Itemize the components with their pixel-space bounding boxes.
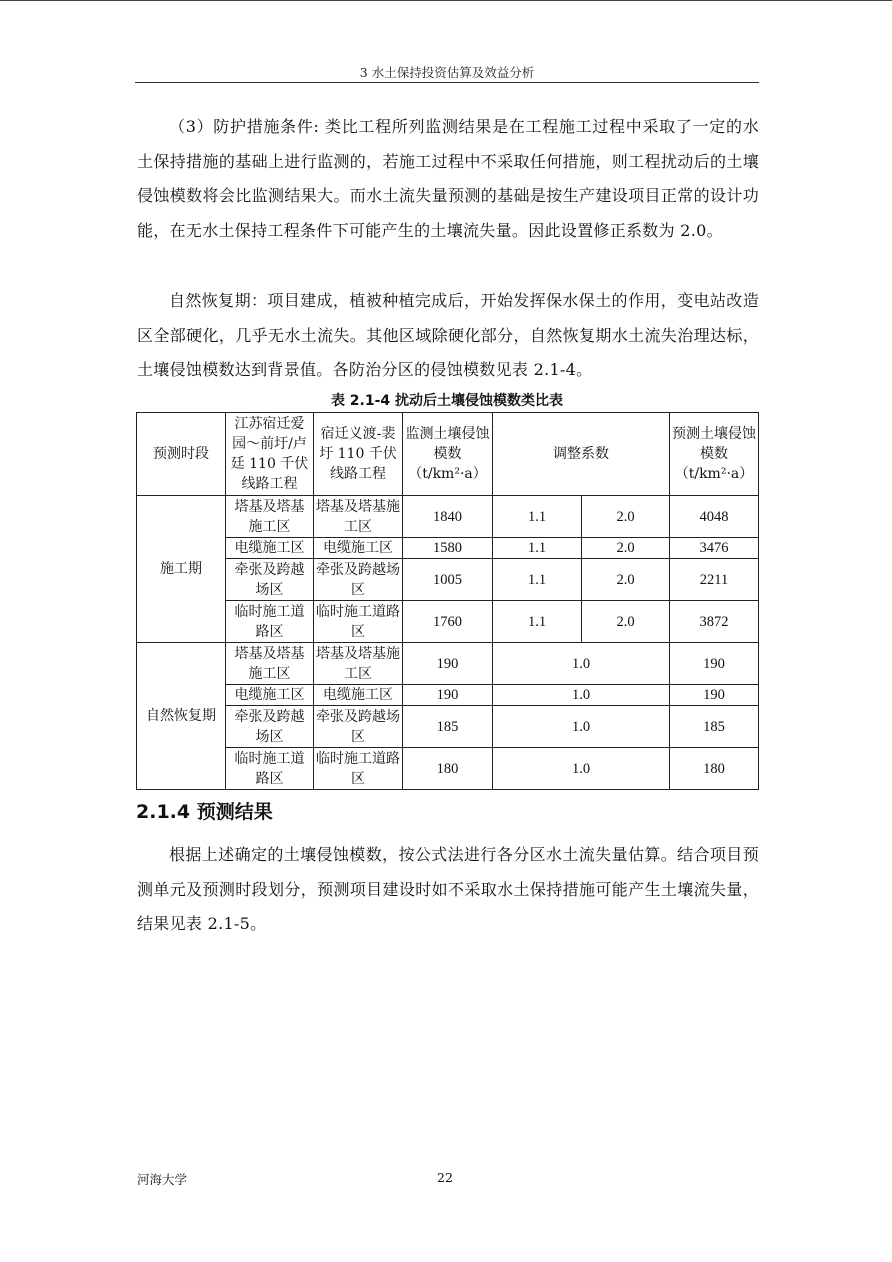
area-b: 牵张及跨越场区 [314, 706, 403, 748]
coef-1: 1.1 [493, 601, 582, 643]
header-monitor-label: 监测土壤侵蚀模数 [405, 426, 490, 462]
table-row [137, 685, 759, 706]
coef: 1.0 [493, 748, 670, 790]
area-a: 塔基及塔基施工区 [226, 643, 314, 685]
header-monitor-unit: （t/km²·a） [408, 466, 487, 482]
monitor-value: 190 [403, 643, 493, 685]
header-predict [670, 413, 759, 496]
area-b: 临时施工道路区 [314, 748, 403, 790]
monitor-value: 1580 [403, 538, 493, 559]
predict-value: 185 [670, 706, 759, 748]
predict-value: 190 [670, 643, 759, 685]
coef-1: 1.1 [493, 538, 582, 559]
area-b: 塔基及塔基施工区 [314, 496, 403, 538]
predict-value: 4048 [670, 496, 759, 538]
area-a: 电缆施工区 [226, 685, 314, 706]
table-header-row [137, 413, 759, 496]
paragraph-protection-conditions: （3）防护措施条件: 类比工程所列监测结果是在工程施工过程中采取了一定的水土保持措施的基础上进行监测的，若施工过程中不采取任何措施，则工程扰动后的土壤侵蚀模数将会比监测结果大。而水土流失量预测的基础是按生产建设项目正常的设计功能，在无水土保持工程条件下可能产生的土壤流失量。因此设置修正系数为 2.0。 [137, 117, 759, 240]
table-row [137, 559, 759, 601]
paragraph-natural-recovery: 自然恢复期：项目建成，植被种植完成后，开始发挥保水保土的作用，变电站改造区全部硬化，几乎无水土流失。其他区域除硬化部分，自然恢复期水土流失治理达标，土壤侵蚀模数达到背景值。各防治分区的侵蚀模数见表 2.1-4。 [137, 291, 759, 379]
monitor-value: 190 [403, 685, 493, 706]
section-heading: 2.1.4 预测结果 [136, 801, 273, 823]
header-adjust: 调整系数 [493, 413, 670, 496]
header-project-b: 宿迁义渡-裴圩 110 千伏线路工程 [314, 413, 403, 496]
table-caption: 表 2.1-4 扰动后土壤侵蚀模数类比表 [330, 393, 564, 409]
period-recovery: 自然恢复期 [137, 643, 226, 790]
predict-value: 180 [670, 748, 759, 790]
coef: 1.0 [493, 685, 670, 706]
monitor-value: 185 [403, 706, 493, 748]
area-a: 塔基及塔基施工区 [226, 496, 314, 538]
area-a: 临时施工道路区 [226, 748, 314, 790]
area-b: 电缆施工区 [314, 685, 403, 706]
table-row [137, 643, 759, 685]
table-row [137, 706, 759, 748]
header-period: 预测时段 [137, 413, 226, 496]
table-row [137, 538, 759, 559]
predict-value: 190 [670, 685, 759, 706]
erosion-modulus-table [136, 412, 759, 790]
area-b: 临时施工道路区 [314, 601, 403, 643]
predict-value: 3872 [670, 601, 759, 643]
area-b: 塔基及塔基施工区 [314, 643, 403, 685]
area-a: 牵张及跨越场区 [226, 559, 314, 601]
coef-2: 2.0 [582, 496, 670, 538]
header-predict-unit: （t/km²·a） [674, 466, 754, 482]
period-construction: 施工期 [137, 496, 226, 643]
monitor-value: 1005 [403, 559, 493, 601]
page-number: 22 [437, 1170, 453, 1185]
table-row [137, 748, 759, 790]
area-b: 电缆施工区 [314, 538, 403, 559]
paragraph-prediction-results: 根据上述确定的土壤侵蚀模数，按公式法进行各分区水土流失量估算。结合项目预测单元及预测时段划分，预测项目建设时如不采取水土保持措施可能产生土壤流失量，结果见表 2.1-5。 [137, 845, 759, 933]
monitor-value: 180 [403, 748, 493, 790]
coef-1: 1.1 [493, 496, 582, 538]
footer-university: 河海大学 [137, 1172, 188, 1187]
area-a: 牵张及跨越场区 [226, 706, 314, 748]
area-b: 牵张及跨越场区 [314, 559, 403, 601]
predict-value: 3476 [670, 538, 759, 559]
coef-2: 2.0 [582, 559, 670, 601]
coef-2: 2.0 [582, 601, 670, 643]
monitor-value: 1760 [403, 601, 493, 643]
predict-value: 2211 [670, 559, 759, 601]
table-row [137, 496, 759, 538]
header-rule [135, 82, 759, 83]
coef-1: 1.1 [493, 559, 582, 601]
table-row [137, 601, 759, 643]
coef-2: 2.0 [582, 538, 670, 559]
header-predict-label: 预测土壤侵蚀模数 [672, 426, 756, 462]
area-a: 电缆施工区 [226, 538, 314, 559]
running-header: 3 水土保持投资估算及效益分析 [359, 65, 535, 80]
monitor-value: 1840 [403, 496, 493, 538]
page-top-border [0, 0, 892, 1]
header-monitor [403, 413, 493, 496]
coef: 1.0 [493, 706, 670, 748]
area-a: 临时施工道路区 [226, 601, 314, 643]
header-project-a: 江苏宿迁爱园～前圩/卢廷 110 千伏线路工程 [226, 413, 314, 496]
coef: 1.0 [493, 643, 670, 685]
